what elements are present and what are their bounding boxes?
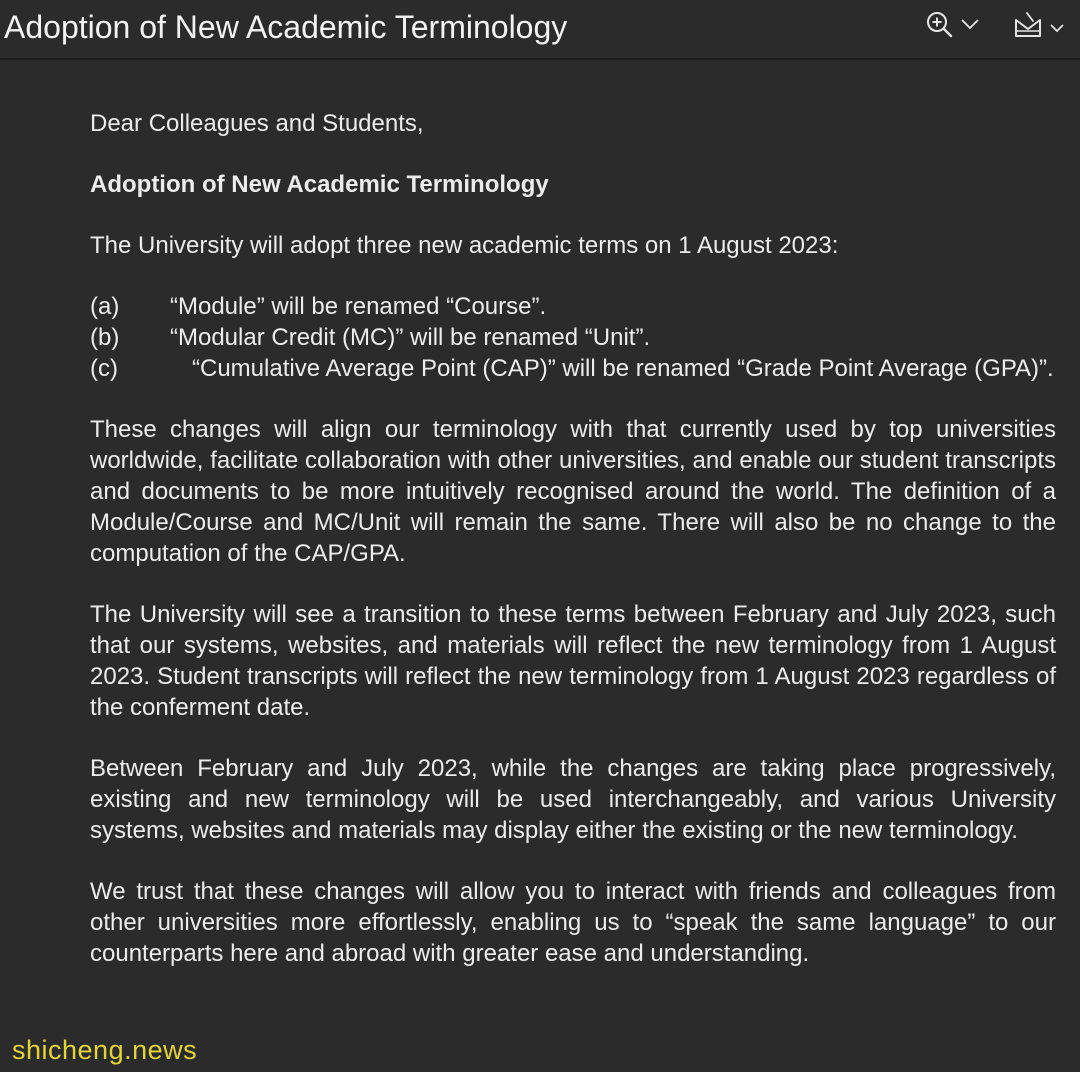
body-paragraph: Between February and July 2023, while the changes are taking place progressively, existing and new terminology will be used interchangeably, and various University systems, websites and materials may display either the existing or the new terminology.	[90, 755, 1056, 844]
body-paragraph: We trust that these changes will allow you to interact with friends and colleagues from other universities more effortlessly, enabling us to “speak the same language” to our counterparts here and abroad with greater ease and understanding.	[90, 878, 1056, 967]
list-item	[90, 353, 1056, 384]
zoom-in-icon	[924, 10, 984, 44]
body-paragraph: These changes will align our terminology with that currently used by top universities worldwide, facilitate collaboration with other universities, and enable our student transcripts and documents to be more intuitively recognised around the world. The definition of a Module/Course and MC/Unit will remain the same. There will also be no change to the computation of the CAP/GPA.	[90, 416, 1056, 567]
salutation: Dear Colleagues and Students,	[90, 110, 424, 137]
letter-heading: Adoption of New Academic Terminology	[90, 171, 549, 198]
list-marker: (c)	[90, 355, 118, 382]
body-paragraph: The University will see a transition to these terms between February and July 2023, such that our systems, websites, and materials will reflect the new terminology from 1 August 2023. Student transcripts will reflect the new terminology from 1 August 2023 regardless of the conferment date.	[90, 601, 1056, 721]
list-item-text: “Modular Credit (MC)” will be renamed “Unit”.	[170, 324, 651, 351]
page-title: Adoption of New Academic Terminology	[4, 9, 568, 45]
list-marker: (b)	[90, 324, 120, 351]
list-marker: (a)	[90, 293, 120, 320]
reader-mode-button[interactable]	[1013, 10, 1073, 44]
list-item-text: “Cumulative Average Point (CAP)” will be renamed “Grade Point Average (GPA)”.	[192, 355, 1054, 382]
top-bar	[0, 0, 1080, 60]
reader-mode-icon	[1013, 10, 1073, 44]
terminology-list	[90, 291, 1056, 384]
list-item	[90, 291, 1056, 322]
watermark: shicheng.news	[12, 1035, 198, 1065]
letter-body	[90, 108, 1056, 999]
list-item	[90, 322, 1056, 353]
list-item-text: “Module” will be renamed “Course”.	[170, 293, 547, 320]
zoom-button[interactable]	[924, 10, 984, 44]
intro-paragraph: The University will adopt three new academic terms on 1 August 2023:	[90, 232, 839, 259]
